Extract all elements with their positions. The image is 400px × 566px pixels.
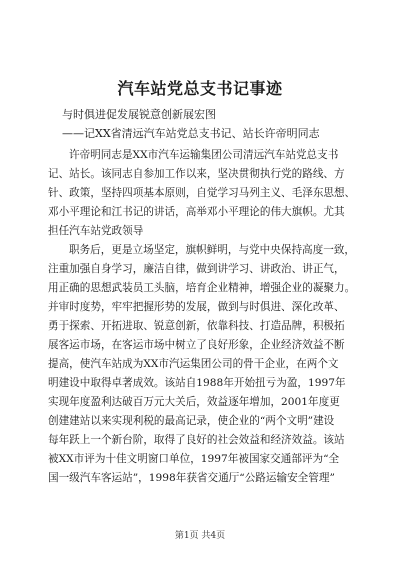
document-subtitle-1: 与时俱进促发展锐意创新展宏图 xyxy=(62,108,216,121)
body-line: 提高，使汽车站成为XX市汽运集团公司的骨干企业，在两个文 xyxy=(48,358,339,370)
document-title: 汽车站党总支书记事迹 xyxy=(117,79,283,98)
body-line: 记、站长。该同志自参加工作以来，坚决贯彻执行党的路线、方 xyxy=(48,168,345,180)
document-body xyxy=(48,146,356,488)
body-line: 并审时度势，牢牢把握形势的发展，做到与时俱进、深化改革、 xyxy=(48,301,345,313)
body-line: 注重加强自身学习，廉洁自律，做到讲学习、讲政治、讲正气， xyxy=(48,263,345,275)
body-line: 国一级汽车客运站”，1998年获省交通厅“公路运输安全管理” xyxy=(48,472,335,484)
body-line: 针、政策，坚持四项基本原则，自觉学习马列主义、毛泽东思想、 xyxy=(48,187,356,199)
body-line: 用正确的思想武装员工头脑，培育企业精神，增强企业的凝聚力。 xyxy=(48,282,356,294)
body-line: 许帝明同志是XX市汽车运输集团公司清远汽车站党总支书 xyxy=(69,149,339,161)
body-line: 明建设中取得卓著成效。该站自1988年开始扭亏为盈，1997年 xyxy=(48,377,346,389)
body-line: 职务后，更是立场坚定，旗帜鲜明，与党中央保持高度一致， xyxy=(69,244,356,256)
body-line: 邓小平理论和江书记的讲话，高举邓小平理论的伟大旗帜。尤其 xyxy=(48,206,345,218)
body-line: 展客运市场，在客运市场中树立了良好形象，企业经济效益不断 xyxy=(48,339,345,351)
body-line: 实现年度盈利达破百万元大关后，效益逐年增加，2001年度更 xyxy=(48,396,340,408)
document-subtitle-2: ——记XX省清远汽车站党总支书记、站长许帝明同志 xyxy=(62,127,320,140)
body-line: 被XX市评为十佳文明窗口单位，1997年被国家交通部评为“全 xyxy=(48,453,340,465)
body-line: 勇于探索、开拓进取、锐意创新，依靠科技、打造品牌，积极拓 xyxy=(48,320,345,332)
page-number-footer: 第1页 共4页 xyxy=(174,531,226,541)
body-line: 每年跃上一个新台阶，取得了良好的社会效益和经济效益。该站 xyxy=(48,434,345,446)
body-line: 创建建站以来实现利税的最高记录，使企业的“两个文明”建设 xyxy=(48,415,335,427)
body-line: 担任汽车站党政领导 xyxy=(48,225,144,237)
